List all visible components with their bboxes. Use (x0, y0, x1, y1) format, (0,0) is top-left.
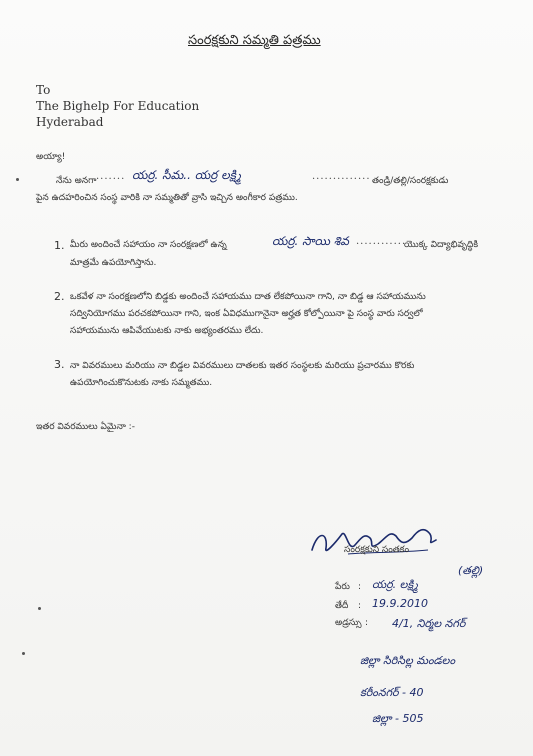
page-title: సంరక్షకుని సమ్మతి పత్రము (188, 33, 321, 48)
intro-line-2: పైన ఉదహరించిన సంస్థ వారికి నా సమ్మతితో వ్రాసి ఇచ్చిన అంగీకార పత్రము. (36, 193, 298, 203)
colon: : (358, 582, 362, 592)
signature-caption: సంరక్షకుని సంతకం (344, 545, 410, 555)
intro-role: తండ్రి/తల్లి/సంరక్షకుడు (372, 176, 449, 186)
item-2-line-2: సద్వినియోగము పరచకపోయినా గాని, ఇంక ఏవిధముగానైనా అర్హత కోల్పోయినా పై సంస్థ వారు సర్వలో (70, 309, 423, 319)
item-3-line-1: నా వివరములు మరియు నా బిడ్డల వివరములు దాతలకు ఇతర సంస్థలకు మరియు ప్రచారము కొరకు (70, 361, 415, 371)
dotted-line: ....... (96, 171, 126, 182)
intro-lead: నేను అనగా (56, 176, 97, 186)
address-line-handwritten: జిల్లా సిరిసిల్ల మండలం (360, 654, 456, 667)
address-city: Hyderabad (36, 115, 104, 129)
scan-speck (22, 652, 25, 655)
colon: : (365, 618, 369, 628)
scan-speck (38, 607, 41, 610)
item-number: 3. (54, 358, 65, 371)
item-2-line-1: ఒకవేళ నా సంరక్షణలోని బిడ్డకు అందించే సహాయము దాత లేకపోయినా గాని, నా బిడ్డ ఆ సహాయమును (70, 292, 426, 302)
item-1-pre: మీరు అందించే సహాయం నా సంరక్షణలో ఉన్న (70, 240, 227, 250)
address-to: To (36, 83, 51, 97)
name-label: పేరు (335, 582, 350, 592)
name-handwritten: యర్ర. లక్ష్మి (372, 578, 418, 591)
item-1-line-2: మాత్రమే ఉపయోగిస్తాను. (70, 258, 157, 268)
address-line-handwritten: 4/1, నిర్మల నగర్ (392, 617, 466, 630)
item-number: 2. (54, 290, 65, 303)
item-1-post: యొక్క విద్యాభివృద్ధికి (404, 240, 479, 250)
dotted-line: ............ (356, 236, 407, 247)
salutation: అయ్యా! (36, 152, 66, 162)
address-org: The Bighelp For Education (36, 99, 200, 113)
dotted-line: .............. (312, 171, 371, 182)
other-details-label: ఇతర వివరములు ఏమైనా :- (36, 422, 135, 432)
address-line-handwritten: జిల్లా - 505 (372, 712, 424, 725)
item-number: 1. (54, 239, 65, 252)
colon: : (358, 601, 362, 611)
relation-handwritten: (తల్లి) (458, 564, 484, 577)
student-name-handwritten: యర్ర. సాయి శివ (272, 234, 349, 248)
address-label: అడ్రస్సు (335, 618, 362, 628)
address-line-handwritten: కరీంనగర్ - 40 (360, 686, 424, 699)
date-handwritten: 19.9.2010 (372, 597, 428, 610)
item-2-line-3: సహాయమును ఆపివేయుటకు నాకు అభ్యంతరము లేదు. (70, 326, 264, 336)
scan-speck (16, 178, 19, 181)
item-3-line-2: ఉపయోగించుకొనుటకు నాకు సమ్మతము. (70, 378, 213, 388)
date-label: తేదీ (335, 601, 349, 611)
guardian-name-handwritten: యర్ర. సీమ.. యర్ర లక్ష్మి (132, 168, 241, 182)
